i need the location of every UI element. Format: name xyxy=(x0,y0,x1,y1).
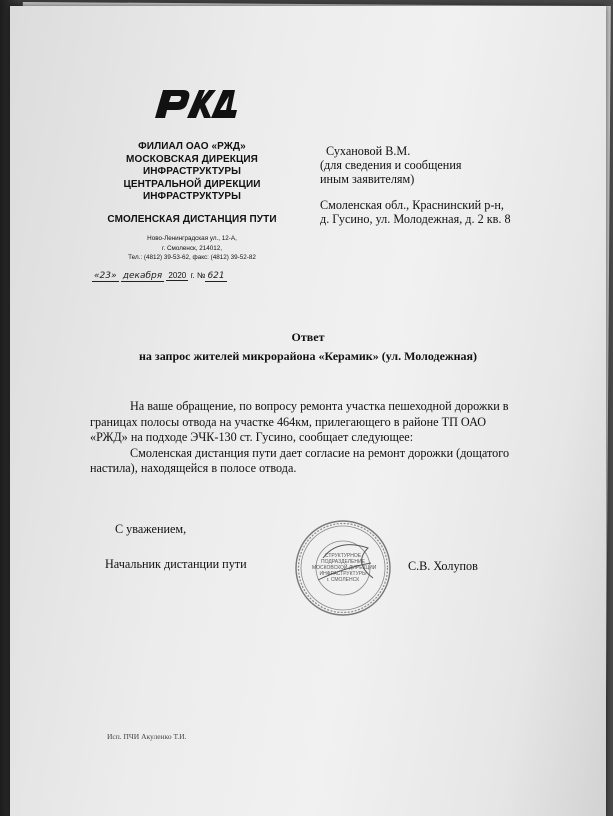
closing-regards: С уважением, xyxy=(115,522,187,536)
stamp-line: МОСКОВСКОЙ ДИРЕКЦИИ xyxy=(312,565,377,571)
recipient-note: (для сведения и сообщения xyxy=(320,158,462,172)
body-line: На ваше обращение, по вопросу ремонта участка пешеходной дорожки в xyxy=(130,399,509,413)
stamp-line: ИНФРАСТРУКТУРЫ xyxy=(319,571,367,577)
number-label: № xyxy=(196,271,206,280)
stamp-line: СТРУКТУРНОЕ xyxy=(324,553,362,559)
recipient-name: Сухановой В.М. xyxy=(326,144,411,158)
executor-note: Исп. ПЧИ Акуленко Т.И. xyxy=(107,732,187,741)
org-address xyxy=(92,234,292,263)
signatory-role: Начальник дистанции пути xyxy=(105,557,247,571)
title-subject: на запрос жителей микрорайона «Керамик» (ул. Молодежная) xyxy=(138,349,478,363)
letter-body xyxy=(90,399,550,477)
org-line: МОСКОВСКАЯ ДИРЕКЦИЯ xyxy=(126,153,258,165)
date-year: 2020 xyxy=(168,271,187,280)
stamp-line: ПОДРАЗДЕЛЕНИЕ xyxy=(321,559,365,565)
division-name: СМОЛЕНСКАЯ ДИСТАНЦИЯ ПУТИ xyxy=(107,213,277,225)
date-month: декабря xyxy=(122,271,163,281)
recipient-note: иным заявителям) xyxy=(320,172,415,186)
org-line: ИНФРАСТРУКТУРЫ xyxy=(142,191,242,202)
organization-block xyxy=(92,141,292,226)
letter-title xyxy=(10,330,606,364)
stamp-inner-text xyxy=(312,553,377,583)
date-and-number xyxy=(92,271,302,282)
signatory-name: С.В. Холупов xyxy=(408,559,478,573)
body-line: Смоленская дистанция пути дает согласие на ремонт дорожки (дощатого xyxy=(130,445,510,460)
rzd-logo xyxy=(149,86,241,120)
letter-page xyxy=(10,6,606,816)
address-line: Тел.: (4812) 39-53-62, факс: (4812) 39-52-82 xyxy=(128,254,256,262)
document-number: 621 xyxy=(207,271,225,281)
body-line: «РЖД» на подходе ЭЧК-130 ст. Гусино, сообщает следующее: xyxy=(90,430,414,445)
rzd-logo-icon xyxy=(149,86,241,120)
date-day: «23» xyxy=(94,271,117,281)
recipient-address: д. Гусино, ул. Молодежная, д. 2 кв. 8 xyxy=(320,212,511,226)
address-line: Ново-Ленинградская ул., 12-А, xyxy=(147,235,237,242)
title-main: Ответ xyxy=(291,330,325,344)
body-line: настила), находящейся в полосе отвода. xyxy=(90,461,297,476)
org-line: ЦЕНТРАЛЬНОЙ ДИРЕКЦИИ xyxy=(123,178,261,190)
org-line: ИНФРАСТРУКТУРЫ xyxy=(142,166,242,177)
body-line: границах полосы отвода на участке 464км, прилегающего в районе ТП ОАО xyxy=(90,414,487,429)
recipient-address: Смоленская обл., Краснинский р-н, xyxy=(320,198,504,212)
recipient-block xyxy=(320,144,560,226)
org-line: ФИЛИАЛ ОАО «РЖД» xyxy=(138,141,246,152)
stamp-line: г. СМОЛЕНСК xyxy=(326,577,360,583)
address-line: г. Смоленск, 214012, xyxy=(161,244,223,252)
date-year-suffix: г. xyxy=(190,271,195,280)
